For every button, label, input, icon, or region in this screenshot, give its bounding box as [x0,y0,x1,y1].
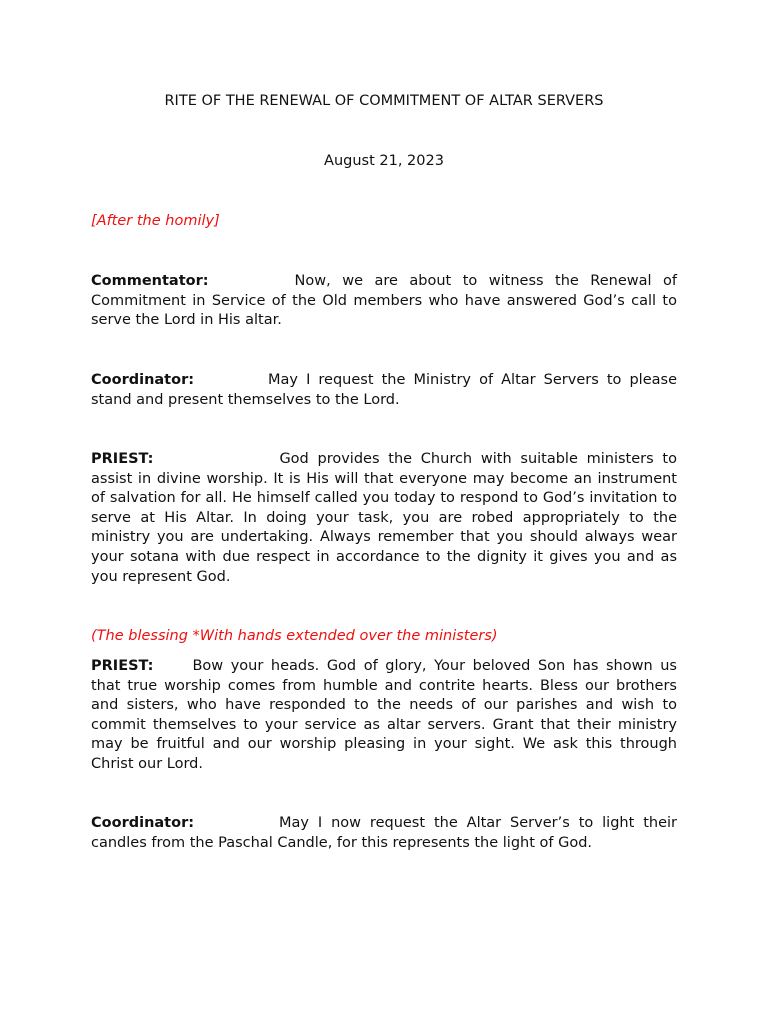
priest-text-1: God provides the Church with suitable ministers to assist in divine worship. It is His will that everyone may become an instrument of salvation for all. He himself called you today to respond to God’s invitation to serve at His Altar. In doing your task, you are robed appropriately to the ministry you are undertaking. Always remember that you should always wear your sotana with due respect in accordance to the dignity it gives you and as you represent God. [91,451,677,585]
coordinator-paragraph-2 [91,814,677,853]
priest-speaker-2: PRIEST: [91,658,154,674]
priest-text-2: Bow your heads. God of glory, Your beloved Son has shown us that true worship comes from humble and contrite hearts. Bless our brothers and sisters, who have responded to the needs of our parishes and wish to commit themselves to your service as altar servers. Grant that their ministry may be fruitful and our worship pleasing in your sight. We ask this through Christ our Lord. [91,658,677,772]
coordinator-text-2: May I now request the Altar Server’s to light their candles from the Paschal Candle, for this represents the light of God. [91,815,677,851]
coordinator-paragraph-1 [91,371,677,410]
rubric-blessing: (The blessing *With hands extended over the ministers) [91,628,498,644]
rubric-after-homily: [After the homily] [91,213,220,229]
commentator-speaker: Commentator: [91,273,209,289]
priest-speaker-1: PRIEST: [91,451,154,467]
commentator-paragraph [91,272,677,331]
document-date: August 21, 2023 [324,153,444,169]
coordinator-text-1: May I request the Ministry of Altar Servers to please stand and present themselves to the Lord. [91,372,677,408]
document-title: RITE OF THE RENEWAL OF COMMITMENT OF ALTAR SERVERS [164,93,604,109]
priest-paragraph-2 [91,657,677,775]
coordinator-speaker-2: Coordinator: [91,815,195,831]
priest-paragraph-1 [91,450,677,587]
commentator-text: Now, we are about to witness the Renewal of Commitment in Service of the Old members who have answered God’s call to serve the Lord in His altar. [91,273,677,329]
coordinator-speaker-1: Coordinator: [91,372,195,388]
